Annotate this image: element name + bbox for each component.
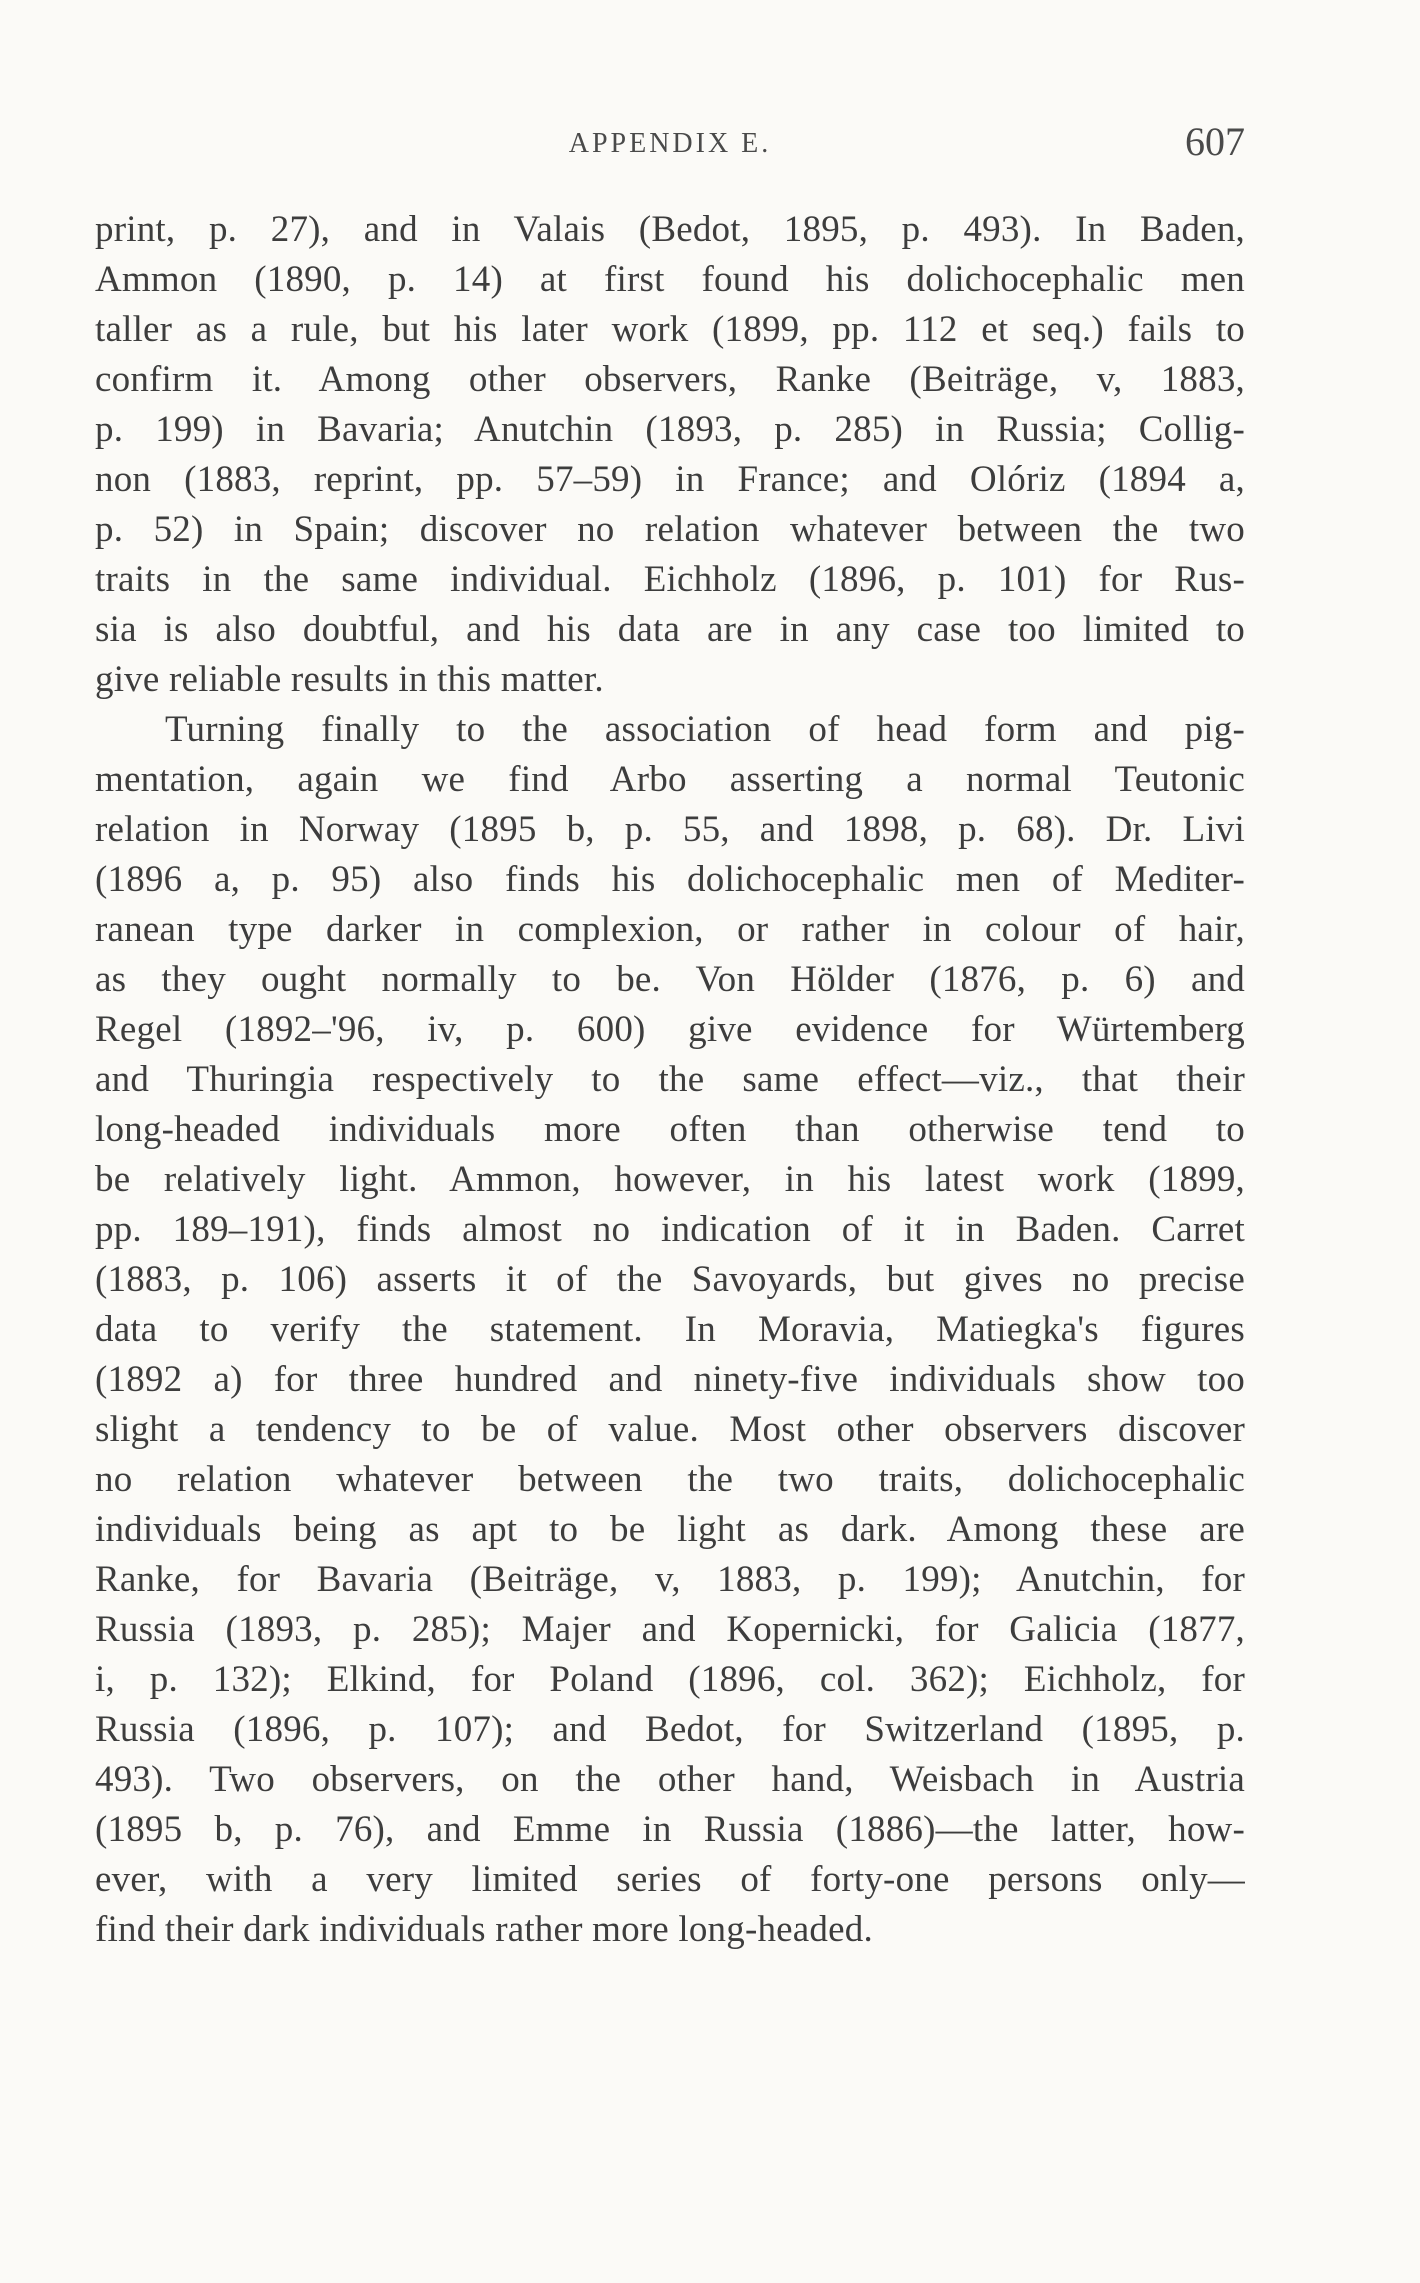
text-line: non (1883, reprint, pp. 57–59) in France; and Olóriz (1894 a, <box>95 459 1245 500</box>
page-header <box>95 118 1245 178</box>
text-line: (1895 b, p. 76), and Emme in Russia (1886)—the latter, how- <box>95 1809 1245 1850</box>
text-line: p. 52) in Spain; discover no relation whatever between the two <box>95 509 1245 550</box>
text-line: long-headed individuals more often than otherwise tend to <box>95 1109 1245 1150</box>
text-line: 493). Two observers, on the other hand, Weisbach in Austria <box>95 1759 1245 1800</box>
text-line: ever, with a very limited series of forty-one persons only— <box>95 1859 1245 1900</box>
text-line: Ranke, for Bavaria (Beiträge, v, 1883, p. 199); Anutchin, for <box>95 1559 1245 1600</box>
text-line: be relatively light. Ammon, however, in his latest work (1899, <box>95 1159 1245 1200</box>
text-line: Russia (1893, p. 285); Majer and Kopernicki, for Galicia (1877, <box>95 1609 1245 1650</box>
text-line: Russia (1896, p. 107); and Bedot, for Switzerland (1895, p. <box>95 1709 1245 1750</box>
text-line: Regel (1892–'96, iv, p. 600) give evidence for Würtemberg <box>95 1009 1245 1050</box>
body-text <box>95 205 1245 1955</box>
text-line: traits in the same individual. Eichholz (1896, p. 101) for Rus- <box>95 559 1245 600</box>
text-line: print, p. 27), and in Valais (Bedot, 1895, p. 493). In Baden, <box>95 209 1245 250</box>
running-head: APPENDIX E. <box>568 128 772 159</box>
text-line: individuals being as apt to be light as dark. Among these are <box>95 1509 1245 1550</box>
text-line: as they ought normally to be. Von Hölder (1876, p. 6) and <box>95 959 1245 1000</box>
text-line: relation in Norway (1895 b, p. 55, and 1898, p. 68). Dr. Livi <box>95 809 1245 850</box>
text-line: (1896 a, p. 95) also finds his dolichocephalic men of Mediter- <box>95 859 1245 900</box>
text-line: taller as a rule, but his later work (1899, pp. 112 et seq.) fails to <box>95 309 1245 350</box>
text-line: i, p. 132); Elkind, for Poland (1896, col. 362); Eichholz, for <box>95 1659 1245 1700</box>
text-line: and Thuringia respectively to the same effect—viz., that their <box>95 1059 1245 1100</box>
text-line: no relation whatever between the two traits, dolichocephalic <box>95 1459 1245 1500</box>
text-line: mentation, again we find Arbo asserting a normal Teutonic <box>95 759 1245 800</box>
text-line: p. 199) in Bavaria; Anutchin (1893, p. 285) in Russia; Collig- <box>95 409 1245 450</box>
paragraph-start-line: Turning finally to the association of head form and pig- <box>165 709 1245 750</box>
text-line: ranean type darker in complexion, or rather in colour of hair, <box>95 909 1245 950</box>
text-line: data to verify the statement. In Moravia, Matiegka's figures <box>95 1309 1245 1350</box>
text-line: (1883, p. 106) asserts it of the Savoyards, but gives no precise <box>95 1259 1245 1300</box>
text-line: Ammon (1890, p. 14) at first found his dolichocephalic men <box>95 259 1245 300</box>
text-line: (1892 a) for three hundred and ninety-five individuals show too <box>95 1359 1245 1400</box>
text-line: slight a tendency to be of value. Most other observers discover <box>95 1409 1245 1450</box>
paragraph-end-line: find their dark individuals rather more long-headed. <box>95 1909 873 1950</box>
page-number: 607 <box>1185 119 1245 164</box>
text-line: confirm it. Among other observers, Ranke (Beiträge, v, 1883, <box>95 359 1245 400</box>
text-line: pp. 189–191), finds almost no indication of it in Baden. Carret <box>95 1209 1245 1250</box>
paragraph-end-line: give reliable results in this matter. <box>95 659 604 700</box>
text-line: sia is also doubtful, and his data are in any case too limited to <box>95 609 1245 650</box>
